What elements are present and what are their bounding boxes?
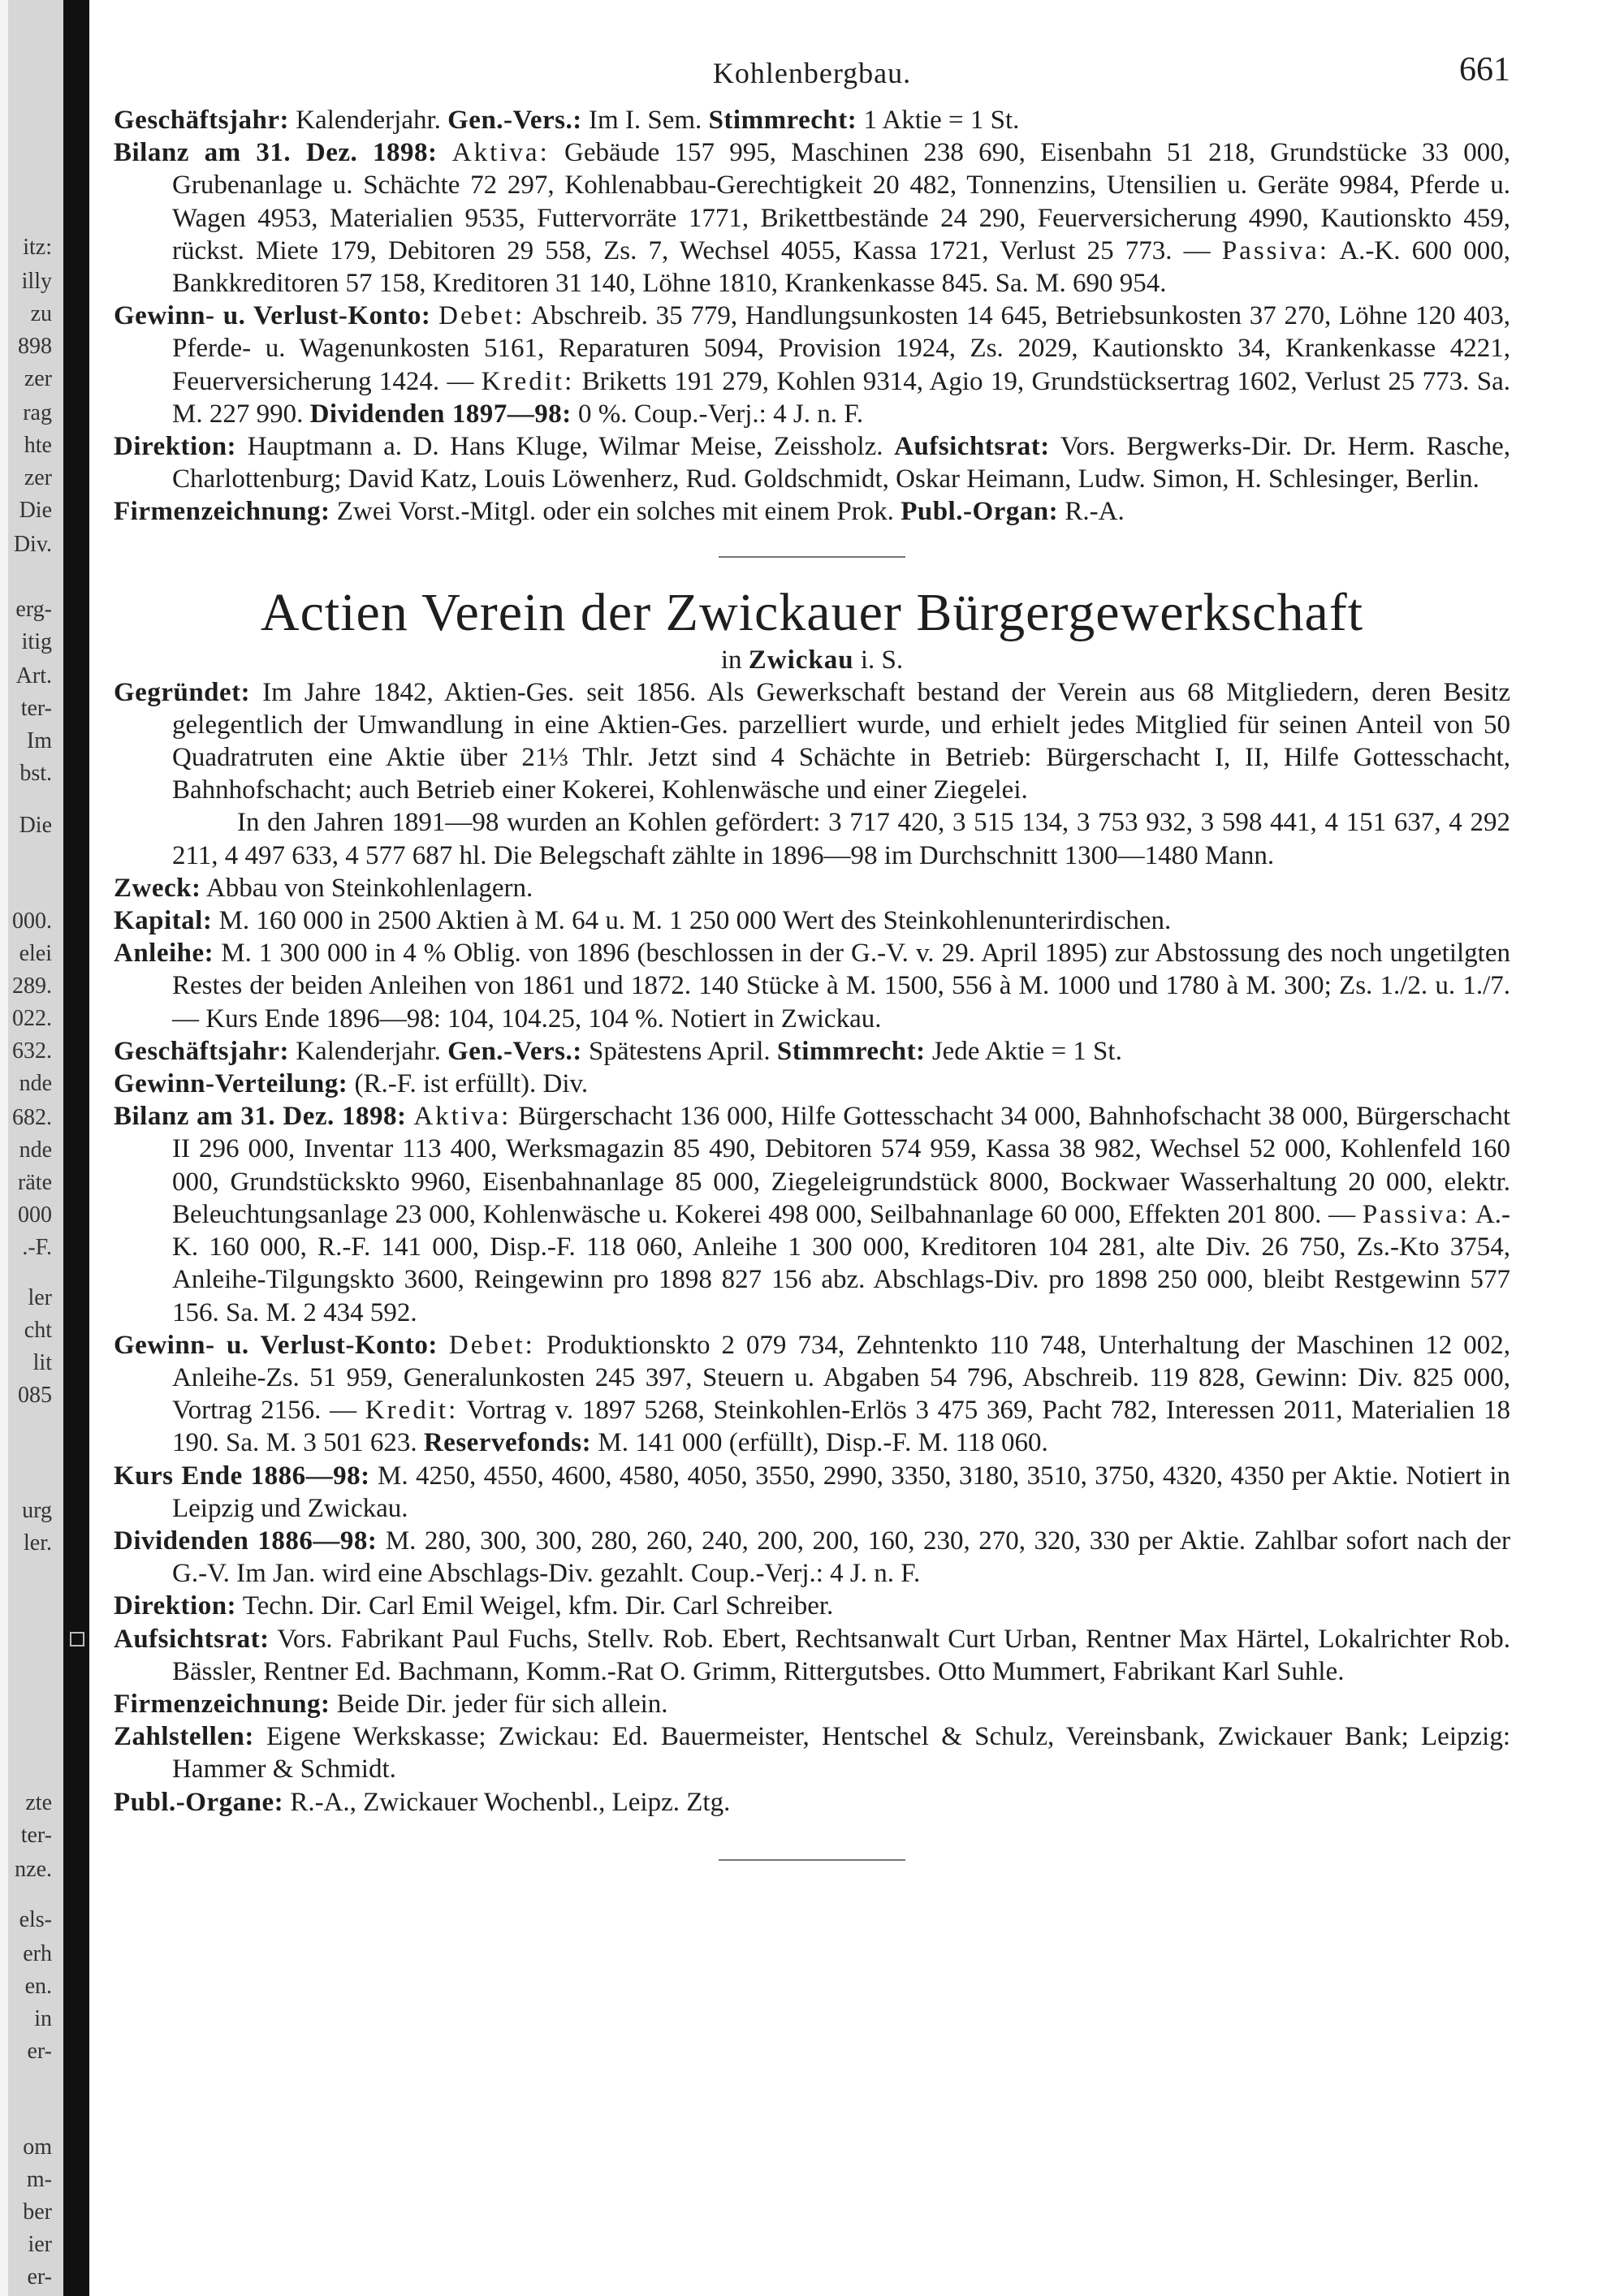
adjacent-fragment: zu	[30, 301, 52, 326]
field-value: M. 280, 300, 300, 280, 260, 240, 200, 200, 160, 230, 270, 320, 330 per Aktie. Zahlbar sofort nach der G.-V. Im Jan. wird eine Abschlags-Div. gezahlt. Coup.-Verj.: 4 J. n. F.	[172, 1526, 1510, 1589]
adjacent-fragment: nde	[19, 1137, 52, 1163]
company-location	[114, 644, 1510, 676]
adjacent-page-edge	[0, 0, 8, 2296]
adjacent-fragment: ler	[28, 1285, 52, 1310]
adjacent-fragment: ier	[28, 2232, 52, 2257]
adjacent-fragment: in	[34, 2006, 52, 2031]
bond-paragraph	[114, 937, 1510, 1035]
field-value: Kalenderjahr.	[288, 106, 448, 135]
field-label: Kapital:	[114, 906, 213, 936]
field-value: Jede Aktie = 1 St.	[925, 1036, 1122, 1066]
field-value: Spätestens April.	[581, 1036, 777, 1066]
adjacent-fragment: erh	[23, 1941, 52, 1966]
production-paragraph: In den Jahren 1891—98 wurden an Kohlen gefördert: 3 717 420, 3 515 134, 3 753 932, 3 598 441, 4 151 637, 4 292 211, 4 497 633, 4 577 687 hl. Die Belegschaft zählte in 1896—98 im Durchschnitt 1300—1480 Mann.	[172, 808, 1510, 870]
adjacent-fragment: zer	[24, 366, 52, 391]
field-label: Zweck:	[114, 873, 201, 903]
debet-word: Debet:	[438, 301, 525, 331]
field-label: Zahlstellen:	[114, 1722, 254, 1752]
profit-loss-account	[114, 300, 1510, 430]
location-city: Zwickau	[748, 645, 854, 675]
field-label: Bilanz am 31. Dez. 1898:	[114, 1102, 407, 1132]
profit-loss-account	[114, 1329, 1510, 1460]
field-value: Beide Dir. jeder für sich allein.	[330, 1689, 668, 1719]
page-header	[114, 51, 1510, 104]
adjacent-fragment: m-	[26, 2167, 52, 2192]
field-value: M. 160 000 in 2500 Aktien à M. 64 u. M. 1 250 000 Wert des Steinkohlenunterirdischen.	[212, 906, 1172, 936]
adjacent-fragment: Im	[26, 728, 52, 753]
adjacent-page-strip	[0, 0, 63, 2296]
field-value: R.-A., Zwickauer Wochenbl., Leipz. Ztg.	[283, 1787, 731, 1817]
adjacent-fragment: Die	[19, 813, 52, 838]
field-label: Firmenzeichnung:	[114, 1689, 330, 1719]
running-title: Kohlenbergbau.	[712, 57, 912, 89]
debet-values: Abschreib. 35 779, Handlungsunkosten 14 645, Betriebsunkosten 37 270, Löhne 120 403, Pferde- u. Wagenunkosten 5161, Reparaturen 5094, Provision 1924, Zs. 2029, Kautionskto 34, Krankenkasse 4221, Feuerversicherung 1424. —	[172, 301, 1510, 396]
field-label: Firmenzeichnung:	[114, 497, 330, 527]
field-value: Abbau von Steinkohlenlagern.	[201, 873, 533, 903]
adjacent-fragment: urg	[22, 1498, 52, 1523]
field-value: M. 141 000 (erfüllt), Disp.-F. M. 118 060.	[591, 1428, 1048, 1458]
adjacent-fragment: ter-	[20, 1823, 52, 1848]
adjacent-fragment: lit	[32, 1350, 52, 1375]
field-label: Stimmrecht:	[708, 106, 857, 135]
adjacent-fragment: itig	[21, 629, 52, 654]
signature-line	[114, 1688, 1510, 1720]
field-value: Zwei Vorst.-Mitgl. oder ein solches mit einem Prok.	[330, 497, 901, 527]
adjacent-fragment: hte	[24, 433, 52, 458]
adjacent-fragment: 022.	[12, 1006, 52, 1031]
balance-sheet	[114, 1100, 1510, 1328]
adjacent-fragment: nze.	[15, 1857, 52, 1882]
kredit-word: Kredit:	[365, 1396, 459, 1426]
adjacent-fragment: 898	[18, 334, 52, 359]
field-value: Im Jahre 1842, Aktien-Ges. seit 1856. Als Gewerkschaft bestand der Verein aus 68 Mitgliedern, deren Besitz gelegentlich der Umwandlung in eine Aktien-Ges. parzelliert wurde, und erhielt jedes Mitglied für seinen Anteil von 50 Quadratruten eine Aktie über 21⅓ Thlr. Jetzt sind 4 Schächte in Betrieb: Bürgerschacht I, II, Hilfe Gottesschacht, Bahnhofschacht; auch Betrieb einer Kokerei, Kohlenwäsche und einer Ziegelei.	[172, 677, 1510, 805]
adjacent-fragment: 085	[18, 1383, 52, 1408]
aktiva-word: Aktiva:	[451, 138, 550, 168]
adjacent-fragment: 632.	[12, 1038, 52, 1064]
adjacent-fragment: er-	[27, 2264, 52, 2290]
field-label: Reservefonds:	[423, 1428, 592, 1458]
field-label: Direktion:	[114, 1591, 237, 1621]
direction-line	[114, 1590, 1510, 1622]
field-value: (R.-F. ist erfüllt). Div.	[348, 1069, 589, 1099]
field-label: Dividenden 1897—98:	[309, 399, 572, 429]
page-number: 661	[1459, 51, 1510, 88]
supervisory-board-line	[114, 1623, 1510, 1688]
adjacent-fragment: Art.	[15, 663, 52, 688]
passiva-word: Passiva:	[1362, 1199, 1470, 1229]
adjacent-fragment: cht	[24, 1318, 52, 1343]
entry-line	[114, 104, 1510, 136]
debet-values: Produktionskto 2 079 734, Zehntenkto 110 748, Unterhaltung der Maschinen 12 002, Anleihe-Zs. 51 959, Generalunkosten 245 397, Steuern u. Abgaben 54 796, Abschreib. 119 828, Gewinn: Div. 825 000, Vortrag 2156. —	[172, 1330, 1510, 1426]
field-value: R.-A.	[1058, 497, 1125, 527]
adjacent-fragment: illy	[21, 269, 52, 294]
passiva-values: A.-K. 160 000, R.-F. 141 000, Disp.-F. 118 060, Anleihe 1 300 000, Kreditoren 104 281, alte Div. 26 750, Zs.-Kto 3754, Anleihe-Tilgungskto 3600, Reingewinn pro 1898 827 156 abz. Abschlags-Div. pro 1898 250 000, bleibt Restgewinn 577 156. Sa. M. 2 434 592.	[172, 1199, 1510, 1327]
field-value: Eigene Werkskasse; Zwickau: Ed. Bauermeister, Hentschel & Schulz, Vereinsbank, Zwickauer Bank; Leipzig: Hammer & Schmidt.	[172, 1722, 1510, 1785]
section-divider	[719, 556, 905, 558]
fiscal-year-line	[114, 1035, 1510, 1068]
adjacent-fragment: 682.	[12, 1105, 52, 1130]
adjacent-fragment: 289.	[12, 973, 52, 999]
section-divider	[719, 1859, 905, 1861]
previous-entry	[114, 104, 1510, 529]
paying-agents-line	[114, 1720, 1510, 1785]
publication-line	[114, 1786, 1510, 1819]
share-price-line	[114, 1460, 1510, 1525]
field-value: M. 4250, 4550, 4600, 4580, 4050, 3550, 2990, 3350, 3180, 3510, 3750, 4320, 4350 per Aktie. Notiert in Leipzig und Zwickau.	[172, 1461, 1510, 1523]
profit-distribution-line	[114, 1068, 1510, 1100]
field-label: Gewinn-Verteilung:	[114, 1069, 348, 1099]
field-value: 1 Aktie = 1 St.	[857, 106, 1020, 135]
location-suffix: i. S.	[853, 645, 904, 675]
adjacent-fragment: els-	[19, 1907, 52, 1932]
adjacent-fragment: er-	[27, 2039, 52, 2064]
debet-word: Debet:	[448, 1330, 535, 1360]
field-label: Stimmrecht:	[776, 1036, 926, 1066]
field-label: Aufsichtsrat:	[114, 1624, 270, 1654]
field-label: Publ.-Organ:	[901, 497, 1059, 527]
field-label: Gen.-Vers.:	[447, 106, 582, 135]
adjacent-fragment: om	[23, 2134, 52, 2160]
field-label: Geschäftsjahr:	[114, 106, 289, 135]
adjacent-fragment: Die	[19, 498, 52, 523]
kredit-values: Briketts 191 279, Kohlen 9314, Agio 19, Grundstücksertrag 1602, Verlust 25 773. Sa. M. 227 990.	[172, 366, 1510, 429]
field-value: Hauptmann a. D. Hans Kluge, Wilmar Meise, Zeissholz.	[236, 432, 895, 462]
company-title: Actien Verein der Zwickauer Bürgergewerkschaft	[260, 582, 1364, 642]
purpose-line	[114, 872, 1510, 904]
field-label: Gen.-Vers.:	[447, 1036, 582, 1066]
field-label: Geschäftsjahr:	[114, 1036, 289, 1066]
direction-line	[114, 430, 1510, 495]
adjacent-fragment: räte	[18, 1170, 52, 1195]
adjacent-fragment: erg-	[15, 597, 52, 622]
field-label: Direktion:	[114, 432, 237, 462]
field-label: Anleihe:	[114, 939, 214, 969]
adjacent-fragment: itz:	[23, 235, 52, 260]
aktiva-values: Bürgerschacht 136 000, Hilfe Gottesschacht 34 000, Bahnhofschacht 38 000, Bürgerschacht II 296 000, Inventar 113 400, Werksmagazin 85 490, Debitoren 574 959, Kassa 38 982, Wechsel 52 000, Kohlenfeld 160 000, Grundstückskto 9960, Eisenbahnanlage 85 000, Ziegeleigrundstück 8000, Bockwaer Wasserhaltung 20 000, elektr. Beleuchtungsanlage 23 000, Kohlenwäsche u. Kokerei 498 000, Seilbahnanlage 60 000, Effekten 201 800. —	[172, 1102, 1511, 1229]
adjacent-fragment: ber	[23, 2199, 52, 2225]
dividends-line	[114, 1525, 1510, 1590]
field-value: M. 1 300 000 in 4 % Oblig. von 1896 (beschlossen in der G.-V. v. 29. April 1895) zur Abstossung des noch ungetilgten Restes der beiden Anleihen von 1861 und 1872. 140 Stücke à M. 1500, 556 à M. 1000 und 1780 à M. 300; Zs. 1./2. u. 1./7. — Kurs Ende 1896—98: 104, 104.25, 104 %. Notiert in Zwickau.	[172, 939, 1510, 1034]
kredit-word: Kredit:	[481, 366, 575, 396]
founded-paragraph	[114, 676, 1510, 807]
adjacent-fragment: 000.	[12, 908, 52, 934]
field-value: Vors. Fabrikant Paul Fuchs, Stellv. Rob. Ebert, Rechtsanwalt Curt Urban, Rentner Max Härtel, Lokalrichter Rob. Bässler, Rentner Ed. Bachmann, Komm.-Rat O. Grimm, Rittergutsbes. Otto Mummert, Fabrikant Karl Suhle.	[172, 1624, 1510, 1686]
field-label: Gewinn- u. Verlust-Konto:	[114, 1330, 438, 1360]
kredit-values: Vortrag v. 1897 5268, Steinkohlen-Erlös 3 475 369, Pacht 782, Interessen 2011, Materialien 18 190. Sa. M. 3 501 623.	[172, 1396, 1511, 1458]
field-label: Kurs Ende 1886—98:	[114, 1461, 370, 1491]
field-value: 0 %. Coup.-Verj.: 4 J. n. F.	[571, 399, 864, 429]
adjacent-fragment: ter-	[20, 696, 52, 721]
field-value: Kalenderjahr.	[288, 1036, 448, 1066]
adjacent-fragment: en.	[24, 1974, 52, 1999]
adjacent-fragment: bst.	[19, 761, 52, 786]
book-gutter	[63, 0, 89, 2296]
field-value: Im I. Sem.	[581, 106, 709, 135]
field-label: Gegründet:	[114, 677, 251, 707]
adjacent-fragment: rag	[23, 400, 52, 425]
adjacent-fragment: zer	[24, 465, 52, 490]
adjacent-fragment: .-F.	[22, 1235, 52, 1260]
signature-line	[114, 495, 1510, 528]
field-value: Vors. Bergwerks-Dir. Dr. Herm. Rasche, Charlottenburg; David Katz, Louis Löwenherz, Rud. Goldschmidt, Oskar Heimann, Ludw. Simon, H. Schlesinger, Berlin.	[172, 432, 1510, 494]
adjacent-fragment: zte	[25, 1790, 52, 1815]
adjacent-fragment: ler.	[24, 1530, 52, 1556]
gutter-square-mark	[70, 1632, 84, 1646]
adjacent-fragment: nde	[19, 1071, 52, 1096]
field-label: Aufsichtsrat:	[894, 432, 1050, 462]
aktiva-values: Gebäude 157 995, Maschinen 238 690, Eisenbahn 51 218, Grundstücke 33 000, Grubenanlage u. Schächte 72 297, Kohlenabbau-Gerechtigkeit 20 482, Tonnenzins, Utensilien u. Geräte 9984, Pferde u. Wagen 4953, Materialien 9535, Futtervorräte 1771, Brikettbestände 24 290, Feuerversicherung 4990, Kautionskto 459, rückst. Miete 179, Debitoren 29 558, Zs. 7, Wechsel 4055, Kassa 1721, Verlust 25 773. —	[172, 138, 1511, 265]
field-label: Dividenden 1886—98:	[114, 1526, 378, 1556]
aktiva-word: Aktiva:	[413, 1102, 512, 1132]
passiva-word: Passiva:	[1221, 235, 1329, 265]
company-entry	[114, 676, 1510, 1819]
capital-line	[114, 904, 1510, 937]
balance-sheet	[114, 136, 1510, 300]
passiva-values: A.-K. 600 000, Bankkreditoren 57 158, Kreditoren 31 140, Löhne 1810, Krankenkasse 845. Sa. M. 690 954.	[172, 235, 1510, 299]
page-content	[114, 51, 1511, 1885]
field-label: Gewinn- u. Verlust-Konto:	[114, 301, 431, 331]
field-label: Bilanz am 31. Dez. 1898:	[114, 138, 438, 168]
adjacent-fragment: 000	[18, 1202, 52, 1228]
adjacent-fragment: elei	[19, 941, 52, 966]
location-prefix: in	[720, 645, 749, 675]
field-label: Publ.-Organe:	[114, 1787, 284, 1817]
adjacent-fragment: Div.	[13, 532, 52, 557]
field-value: Techn. Dir. Carl Emil Weigel, kfm. Dir. Carl Schreiber.	[236, 1591, 834, 1621]
